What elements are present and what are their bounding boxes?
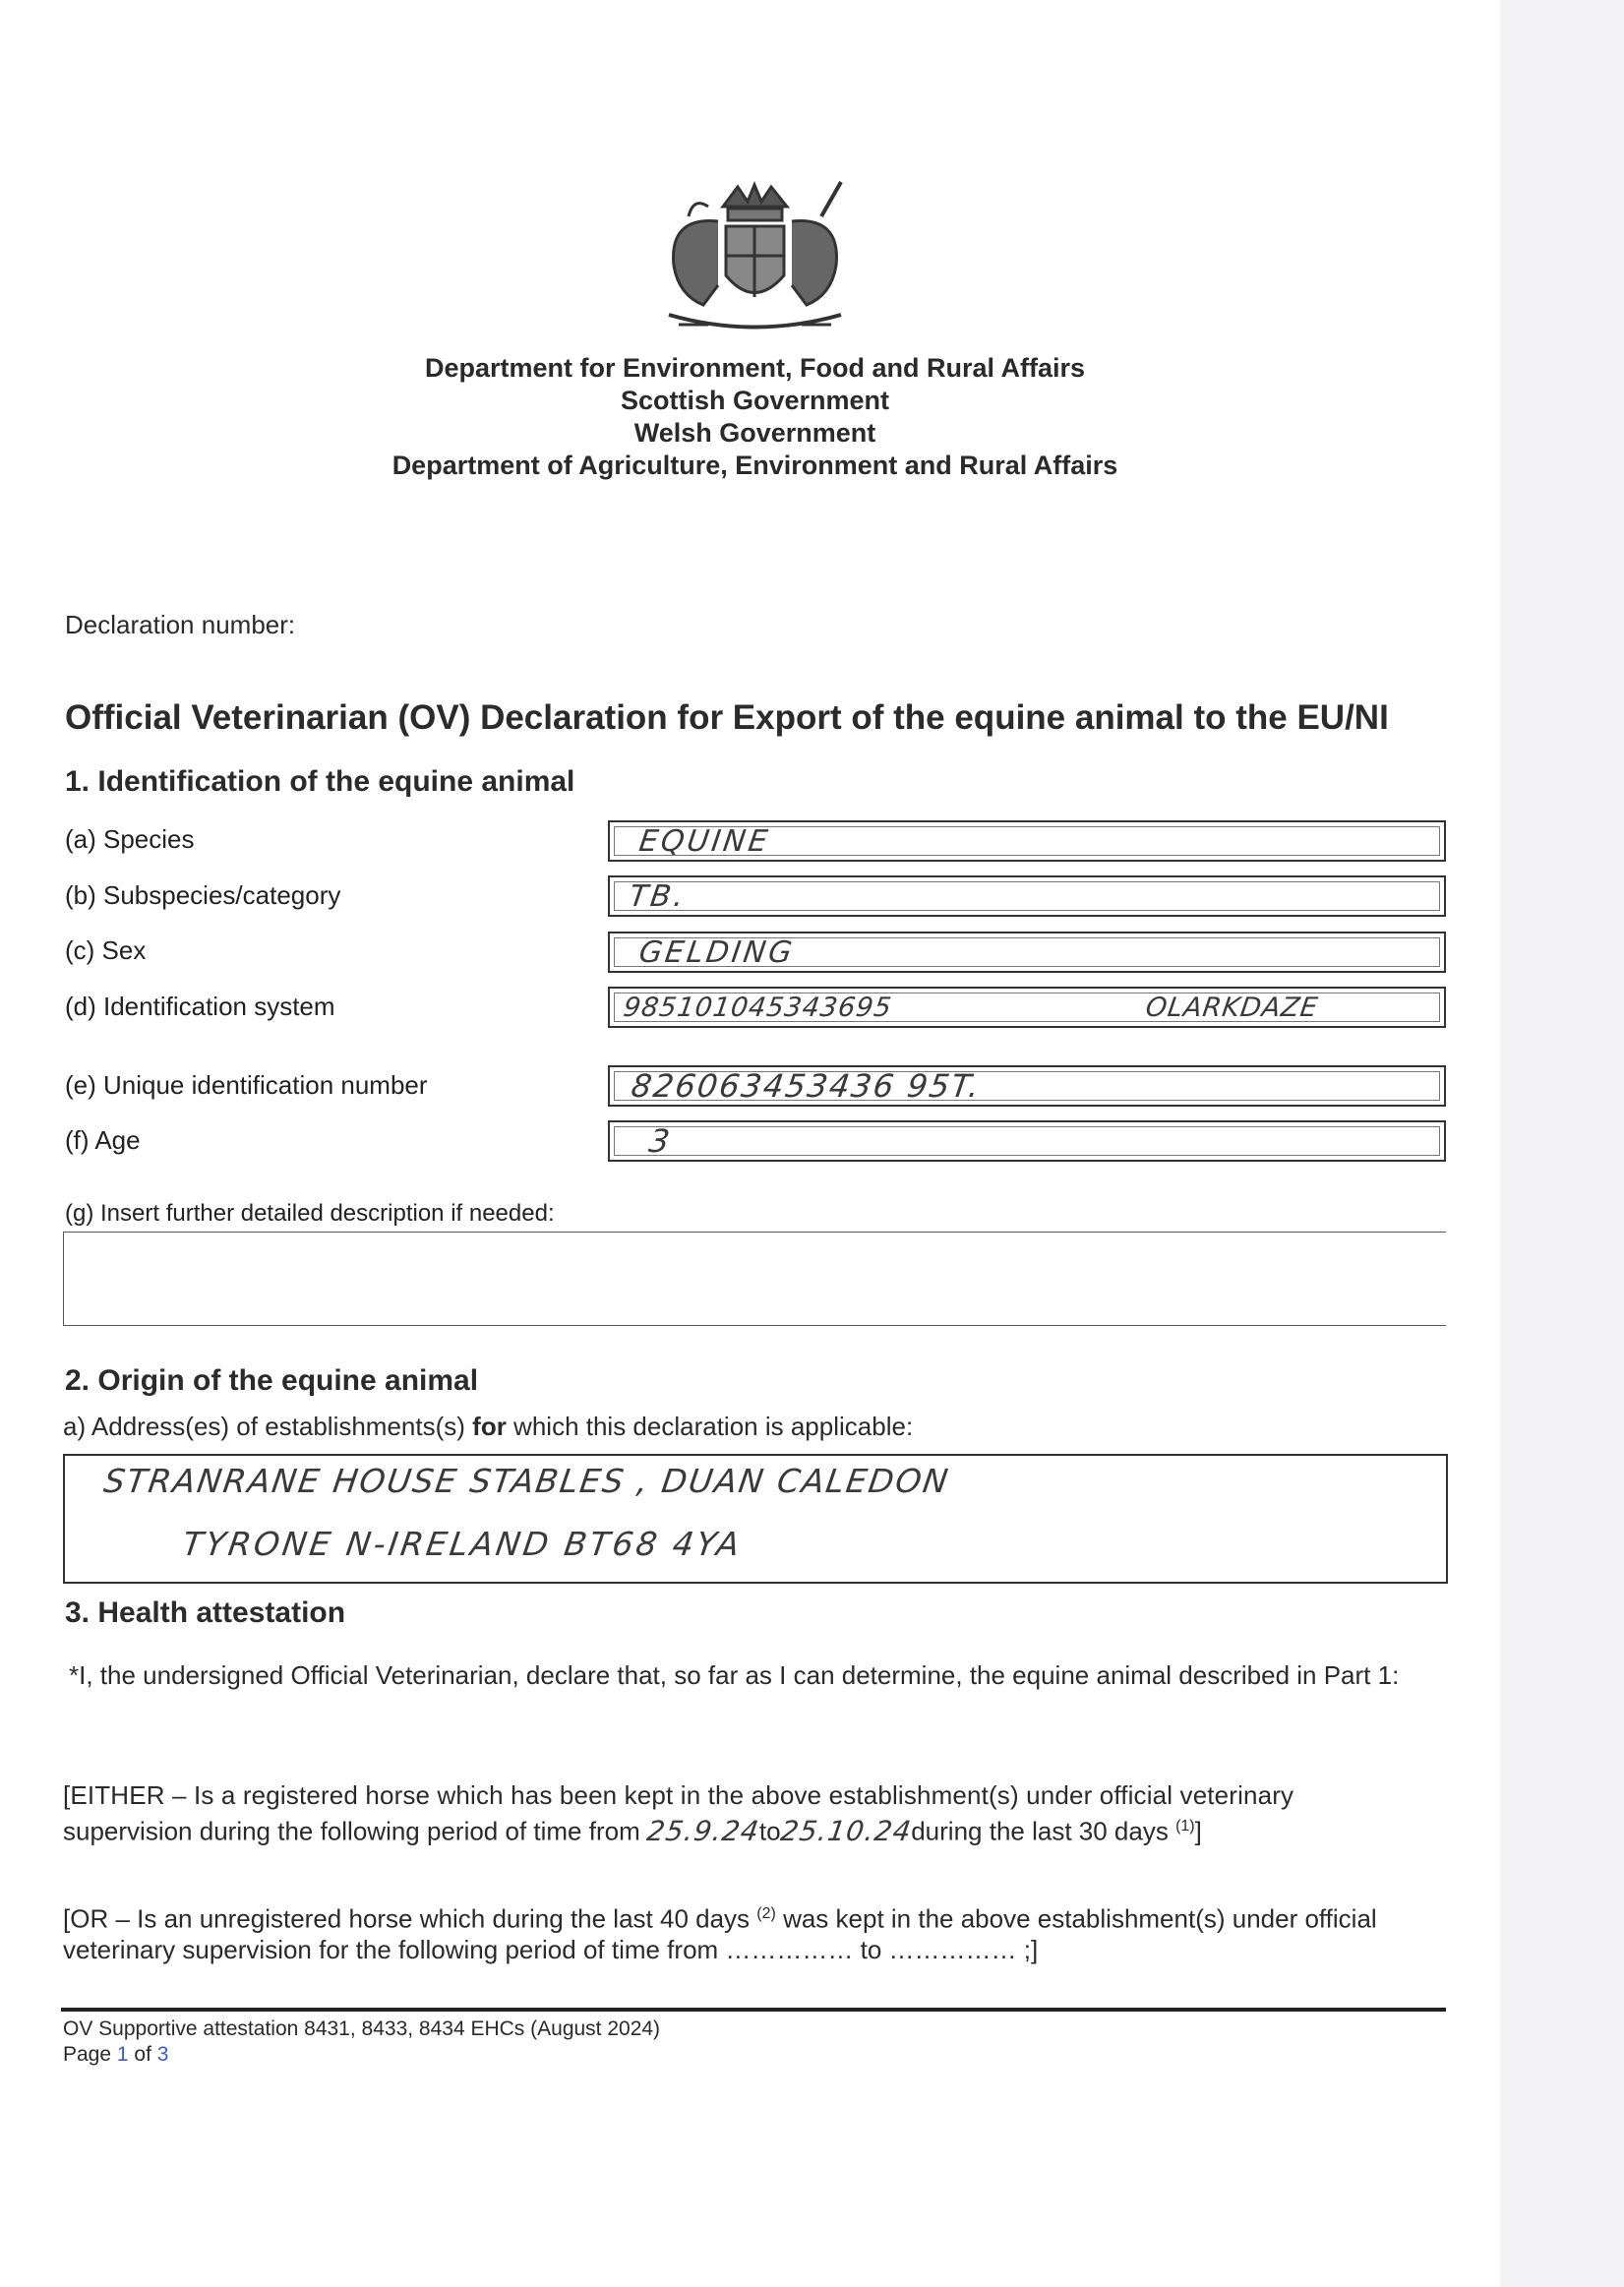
royal-coat-of-arms-icon	[649, 177, 861, 344]
or-line-2: veterinary supervision for the following period of time from …………… to …………… ;]	[63, 1934, 1039, 1964]
either-to-word: to	[758, 1816, 781, 1846]
address-line-2: TYRONE N-IRELAND BT68 4YA	[180, 1525, 746, 1563]
age-field[interactable]	[608, 1120, 1446, 1162]
agency-welsh-gov: Welsh Government	[633, 418, 876, 448]
unique-id-field[interactable]	[608, 1065, 1446, 1107]
address-intro-post: which this declaration is applicable:	[506, 1412, 914, 1441]
identification-system-value-2: OLARKDAZE	[1143, 993, 1321, 1023]
agency-scottish-gov: Scottish Government	[620, 386, 890, 415]
footer-page-number	[63, 2043, 168, 2067]
either-end-bracket: ]	[1194, 1816, 1202, 1846]
identification-system-value: 985101045343695	[621, 993, 894, 1023]
address-intro	[63, 1412, 913, 1442]
either-from-date: 25.9.24	[644, 1814, 762, 1847]
either-line-2-pre: supervision during the following period of time from	[63, 1816, 647, 1846]
either-clause	[63, 1780, 1440, 1847]
unique-id-value: 826063453436 95T.	[629, 1067, 984, 1105]
identification-system-label: (d) Identification system	[65, 992, 335, 1021]
identification-system-field[interactable]	[608, 987, 1446, 1028]
subspecies-value: TB.	[627, 879, 689, 914]
page-current: 1	[116, 2043, 129, 2066]
footer-rule	[61, 2008, 1446, 2012]
either-footnote-ref: (1)	[1175, 1818, 1195, 1835]
either-line-2-post: during the last 30 days	[911, 1816, 1176, 1846]
species-value: EQUINE	[636, 824, 773, 859]
address-intro-pre: a) Address(es) of establishments(s)	[63, 1412, 473, 1441]
section1-heading: 1. Identification of the equine animal	[65, 765, 575, 798]
scan-edge-shade	[1500, 0, 1624, 2287]
or-line-1-pre: [OR – Is an unregistered horse which during the last 40 days	[63, 1903, 757, 1934]
sex-label: (c) Sex	[65, 935, 147, 965]
or-line-1	[63, 1898, 1440, 1935]
age-value: 3	[646, 1122, 676, 1160]
declaration-number-label: Declaration number:	[65, 610, 296, 639]
sex-value: GELDING	[636, 935, 798, 970]
subspecies-field[interactable]	[608, 875, 1446, 917]
agency-defra: Department for Environment, Food and Rural Affairs	[424, 353, 1086, 383]
address-line-1: STRANRANE HOUSE STABLES , DUAN CALEDON	[101, 1462, 952, 1500]
establishment-address-field[interactable]	[63, 1454, 1448, 1584]
age-label: (f) Age	[65, 1125, 141, 1155]
or-line-1-post: was kept in the above establishment(s) under official	[775, 1903, 1377, 1934]
section3-heading: 3. Health attestation	[65, 1596, 346, 1629]
either-line-2	[63, 1811, 1440, 1847]
species-label: (a) Species	[65, 824, 195, 854]
further-description-field[interactable]	[63, 1232, 1446, 1326]
or-clause	[63, 1898, 1440, 1965]
species-field[interactable]	[608, 820, 1446, 862]
agency-daera: Department of Agriculture, Environment and Rural Affairs	[391, 451, 1118, 480]
of-word: of	[128, 2043, 157, 2066]
section2-heading: 2. Origin of the equine animal	[65, 1364, 479, 1397]
either-line-1: [EITHER – Is a registered horse which has been kept in the above establishment(s) under official veterinary	[63, 1780, 1294, 1810]
document-title: Official Veterinarian (OV) Declaration for Export of the equine animal to the EU/NI	[65, 698, 1389, 737]
page-total: 3	[156, 2043, 169, 2066]
subspecies-label: (b) Subspecies/category	[65, 880, 341, 910]
footer-attestation: OV Supportive attestation 8431, 8433, 8434 EHCs (August 2024)	[63, 2017, 661, 2040]
health-attestation-intro: *I, the undersigned Official Veterinarian, declare that, so far as I can determine, the equine animal described in Part 1:	[69, 1660, 1400, 1690]
or-footnote-ref: (2)	[756, 1905, 776, 1922]
sex-field[interactable]	[608, 932, 1446, 973]
page-word: Page	[63, 2043, 117, 2066]
address-intro-bold: for	[472, 1412, 507, 1441]
further-description-label: (g) Insert further detailed description if needed:	[65, 1200, 555, 1227]
either-to-date: 25.10.24	[778, 1814, 914, 1847]
unique-id-label: (e) Unique identification number	[65, 1070, 428, 1100]
issuing-agencies	[295, 352, 1215, 482]
